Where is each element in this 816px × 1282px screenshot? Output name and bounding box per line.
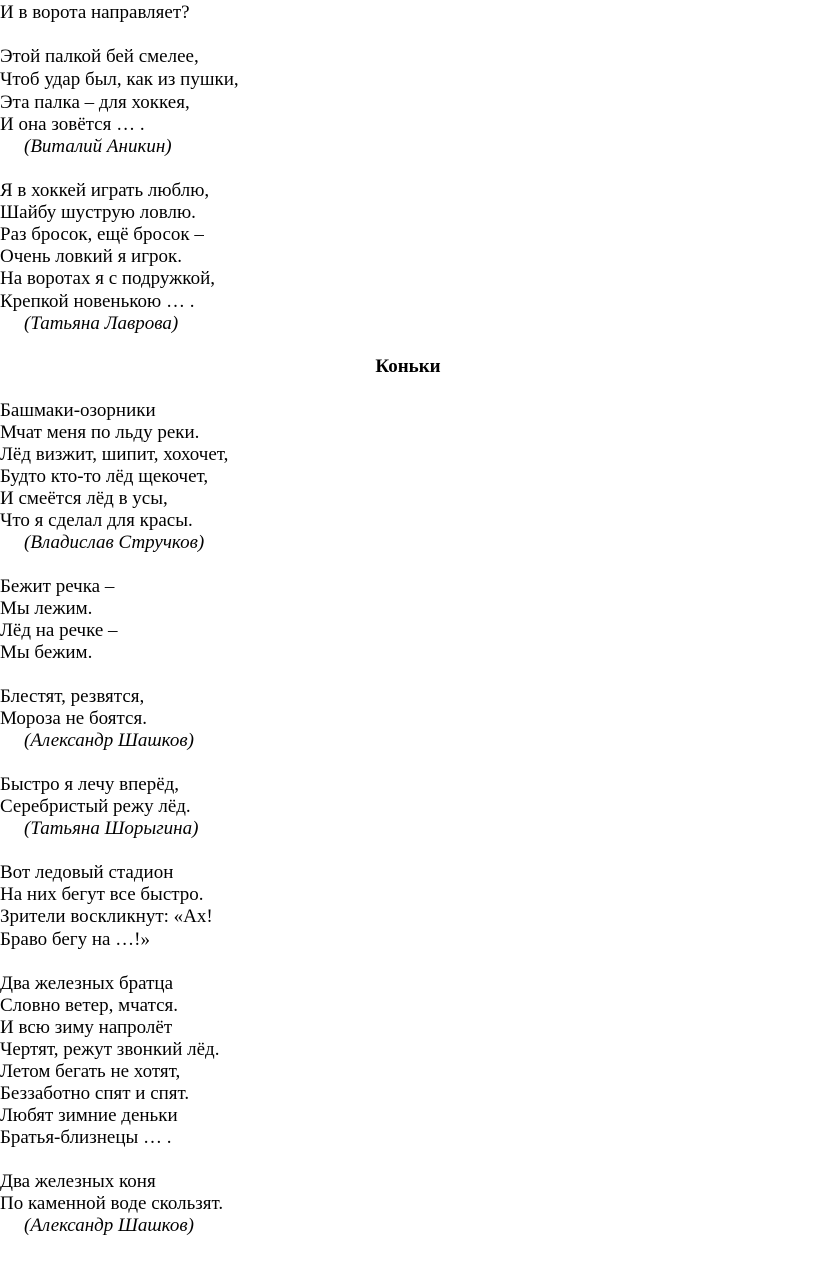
- poem-line: Братья-близнецы … .: [0, 1127, 172, 1148]
- poem-line: Летом бегать не хотят,: [0, 1061, 181, 1082]
- poem-line: На них бегут все быстро.: [0, 884, 204, 905]
- poem-line: Этой палкой бей смелее,: [0, 46, 199, 67]
- poem-line: Крепкой новенькою … .: [0, 291, 195, 312]
- poem-line: Чертят, режут звонкий лёд.: [0, 1039, 220, 1060]
- poem-line: И всю зиму напролёт: [0, 1017, 173, 1038]
- poem-line: Лёд визжит, шипит, хохочет,: [0, 444, 229, 465]
- poem-line: И смеётся лёд в усы,: [0, 488, 168, 509]
- poem-line: Мы бежим.: [0, 642, 93, 663]
- poem-line: Шайбу шуструю ловлю.: [0, 202, 196, 223]
- poem-author: (Александр Шашков): [24, 730, 194, 751]
- poem-line: На воротах я с подружкой,: [0, 268, 215, 289]
- poem-line: Словно ветер, мчатся.: [0, 995, 179, 1016]
- section-heading: Коньки: [375, 356, 441, 377]
- poem-author: (Владислав Стручков): [24, 532, 205, 553]
- poem-line: Мороза не боятся.: [0, 708, 147, 729]
- poem-author: (Виталий Аникин): [24, 136, 172, 157]
- poem-line: Что я сделал для красы.: [0, 510, 193, 531]
- poem-line: И в ворота направляет?: [0, 2, 190, 23]
- poem-line: Серебристый режу лёд.: [0, 796, 191, 817]
- poem-line: Лёд на речке –: [0, 620, 118, 641]
- poem-line: Мы лежим.: [0, 598, 93, 619]
- poem-line: Башмаки-озорники: [0, 400, 156, 421]
- poem-line: Очень ловкий я игрок.: [0, 246, 182, 267]
- poem-line: Эта палка – для хоккея,: [0, 92, 190, 113]
- poem-line: Два железных братца: [0, 973, 174, 994]
- poem-author: (Александр Шашков): [24, 1215, 194, 1236]
- poem-line: Мчат меня по льду реки.: [0, 422, 200, 443]
- poem-line: Браво бегу на …!»: [0, 929, 151, 950]
- poem-line: Блестят, резвятся,: [0, 686, 145, 707]
- poem-line: Раз бросок, ещё бросок –: [0, 224, 204, 245]
- poem-line: Чтоб удар был, как из пушки,: [0, 69, 239, 90]
- poem-line: Зрители воскликнут: «Ах!: [0, 906, 213, 927]
- poem-line: Беззаботно спят и спят.: [0, 1083, 190, 1104]
- poem-line: Два железных коня: [0, 1171, 156, 1192]
- poem-author: (Татьяна Шорыгина): [24, 818, 199, 839]
- poem-line: По каменной воде скользят.: [0, 1193, 224, 1214]
- poem-line: Бежит речка –: [0, 576, 115, 597]
- poem-line: И она зовётся … .: [0, 114, 145, 135]
- poem-line: Будто кто-то лёд щекочет,: [0, 466, 209, 487]
- poem-line: Любят зимние деньки: [0, 1105, 178, 1126]
- poem-line: Я в хоккей играть люблю,: [0, 180, 210, 201]
- poem-line: Быстро я лечу вперёд,: [0, 774, 180, 795]
- poem-author: (Татьяна Лаврова): [24, 313, 179, 334]
- poem-line: Вот ледовый стадион: [0, 862, 174, 883]
